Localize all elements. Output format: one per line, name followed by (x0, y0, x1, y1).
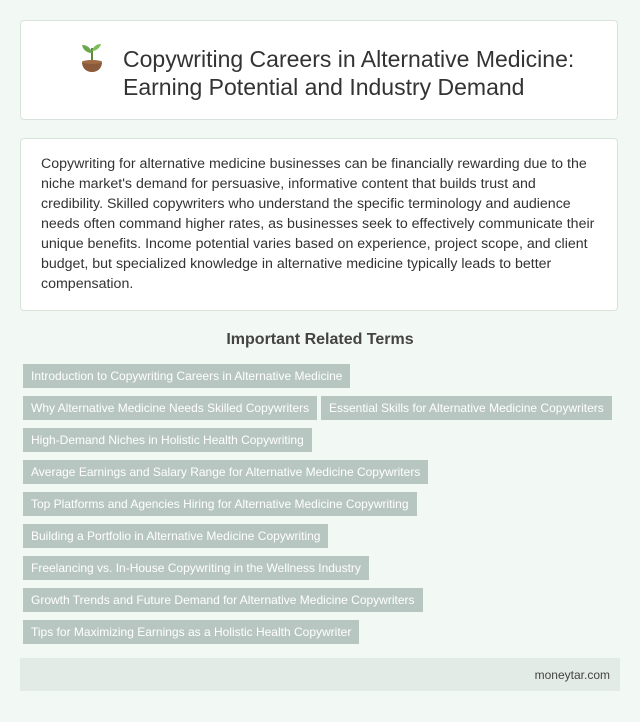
related-terms-heading: Important Related Terms (226, 331, 414, 348)
sprout-icon (75, 41, 109, 75)
tag-maximizing-earnings[interactable]: Tips for Maximizing Earnings as a Holistic Health Copywriter (23, 620, 359, 644)
tag-building-portfolio[interactable]: Building a Portfolio in Alternative Medicine Copywriting (23, 524, 328, 548)
description-card (20, 138, 618, 311)
tag-growth-trends[interactable]: Growth Trends and Future Demand for Alternative Medicine Copywriters (23, 588, 423, 612)
tag-high-demand-niches[interactable]: High-Demand Niches in Holistic Health Copywriting (23, 428, 312, 452)
title-row (75, 45, 597, 101)
page-title: Copywriting Careers in Alternative Medicine: Earning Potential and Industry Demand (123, 46, 575, 100)
tag-average-earnings[interactable]: Average Earnings and Salary Range for Alternative Medicine Copywriters (23, 460, 428, 484)
title-card (20, 20, 618, 120)
tag-why-skilled-copywriters[interactable]: Why Alternative Medicine Needs Skilled Copywriters (23, 396, 317, 420)
tag-top-platforms[interactable]: Top Platforms and Agencies Hiring for Alternative Medicine Copywriting (23, 492, 417, 516)
tag-introduction[interactable]: Introduction to Copywriting Careers in Alternative Medicine (23, 364, 350, 388)
tag-essential-skills[interactable]: Essential Skills for Alternative Medicine Copywriters (321, 396, 612, 420)
footer (20, 658, 620, 691)
footer-site-name[interactable]: moneytar.com (534, 668, 610, 682)
tag-freelancing-vs-inhouse[interactable]: Freelancing vs. In-House Copywriting in the Wellness Industry (23, 556, 369, 580)
description-text: Copywriting for alternative medicine businesses can be financially rewarding due to the niche market's demand for persuasive, informative content that builds trust and credibility. Skilled copywriters who understand the specific terminology and audience needs often command higher rates, as businesses seek to effectively communicate their unique benefits. Income potential varies based on experience, project scope, and client budget, but specialized knowledge in alternative medicine typically leads to better compensation. (41, 156, 595, 292)
